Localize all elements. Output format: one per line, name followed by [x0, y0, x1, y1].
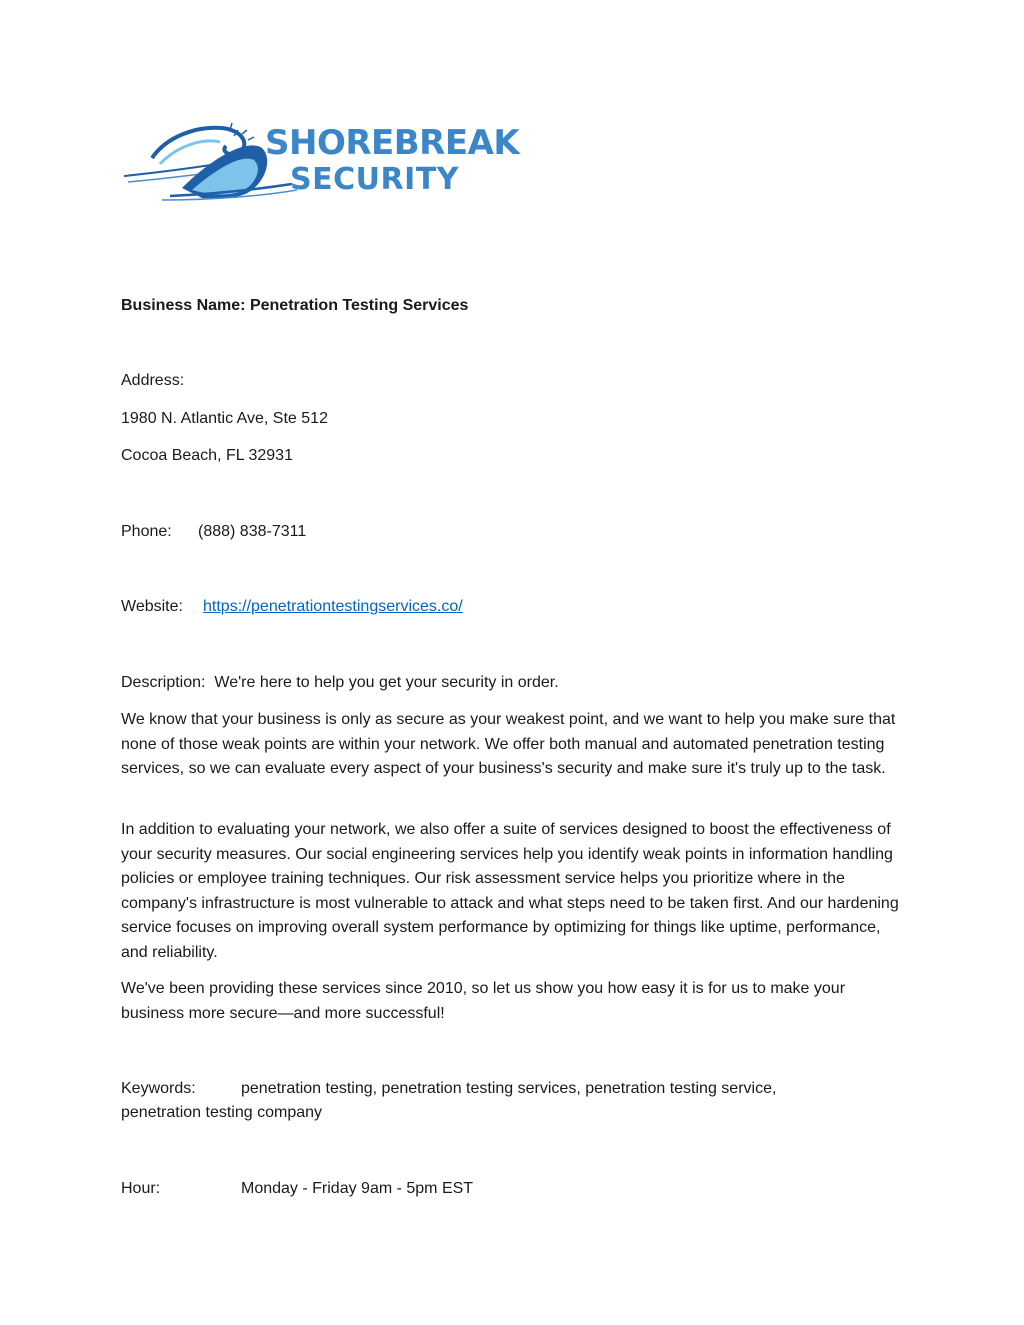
hours-label: Hour: — [121, 1180, 161, 1197]
website-label: Website: — [121, 598, 183, 615]
phone-line — [121, 520, 306, 545]
description-paragraph-2: In addition to evaluating your network, we also offer a suite of services designed to boost the effectiveness of your security measures. Our social engineering services help you identify weak points in information handling policies or employee training techniques. Our risk assessment service helps you prioritize where in the company's infrastructure is most vulnerable to attack and what steps need to be taken first. And our hardening service focuses on improving overall system performance by optimizing for things like uptime, performance, and reliability. — [121, 821, 899, 961]
address-line-2: Cocoa Beach, FL 32931 — [121, 447, 293, 464]
address-label: Address: — [121, 372, 185, 389]
description-intro: We're here to help you get your security in order. — [214, 674, 559, 691]
wave-icon — [122, 118, 520, 204]
description-paragraph-3: We've been providing these services since 2010, so let us show you how easy it is for us to make your business more secure—and more successful! — [121, 980, 846, 1022]
keywords-value-1: penetration testing, penetration testing services, penetration testing service, — [241, 1080, 777, 1097]
svg-text:SHOREBREAK: SHOREBREAK — [265, 123, 520, 163]
svg-text:SECURITY: SECURITY — [290, 162, 459, 197]
business-name-label: Business Name: — [121, 297, 246, 314]
hours-line — [121, 1177, 473, 1202]
business-name-line — [121, 294, 468, 319]
company-logo — [122, 118, 520, 204]
website-line — [121, 595, 463, 620]
description-label: Description: — [121, 674, 206, 691]
keywords-value-2: penetration testing company — [121, 1104, 323, 1121]
keywords-label: Keywords: — [121, 1080, 196, 1097]
phone-label: Phone: — [121, 523, 172, 540]
phone-value: (888) 838-7311 — [198, 523, 307, 540]
address-line-1: 1980 N. Atlantic Ave, Ste 512 — [121, 410, 328, 427]
keywords-line — [121, 1077, 776, 1102]
business-name-value: Penetration Testing Services — [249, 297, 469, 314]
description-paragraph-1: We know that your business is only as secure as your weakest point, and we want to help you make sure that none of those weak points are within your network. We offer both manual and automated penetration testing services, so we can evaluate every aspect of your business's security and make sure it's truly up to the task. — [121, 711, 896, 777]
website-link[interactable]: https://penetrationtestingservices.co/ — [203, 598, 463, 615]
hours-value: Monday - Friday 9am - 5pm EST — [241, 1180, 474, 1197]
description-line — [121, 671, 559, 696]
